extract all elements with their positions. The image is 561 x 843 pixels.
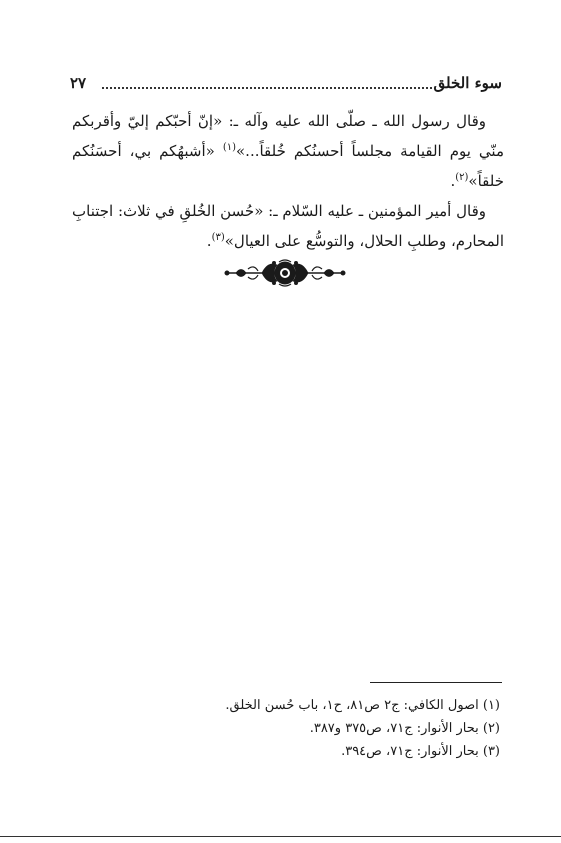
floral-divider-ornament-icon bbox=[222, 258, 348, 288]
footnote-separator bbox=[370, 682, 502, 683]
hadith-text: وقال أمير المؤمنين ـ عليه السّلام ـ: «حُسن الخُلقِ في ثلاث: اجتنابِ المحارم، وطلبِ الحلال، والتوسُّع على العيال» bbox=[72, 202, 504, 250]
paragraph-end: . bbox=[450, 172, 456, 190]
footnotes bbox=[72, 694, 500, 763]
hadith-text-continued: «أشبهُكم بي، أحسَنُكم خلقاً» bbox=[72, 142, 504, 190]
running-header bbox=[70, 74, 502, 96]
paragraph-imam-ali-hadith bbox=[72, 196, 504, 256]
footnote-ref-2: (٢) bbox=[455, 172, 469, 183]
hadith-text: وقال رسول الله ـ صلّى الله عليه وآله ـ: «إنّ أحبّكم إليّ وأقربكم منّي يوم القيامة مجلساً أحسنُكم خُلقاً...» bbox=[72, 112, 504, 160]
header-dotted-leader bbox=[102, 87, 432, 89]
paragraph-end: . bbox=[206, 232, 212, 250]
footnote-ref-1: (١) bbox=[222, 142, 236, 153]
paragraph-prophet-hadith bbox=[72, 106, 504, 196]
page-bottom-edge bbox=[0, 836, 561, 837]
page-number: ٢٧ bbox=[70, 74, 87, 92]
footnote-2: (٢) بحار الأنوار: ج٧١، ص٣٧٥ و٣٨٧. bbox=[309, 721, 500, 736]
main-text bbox=[72, 106, 504, 256]
running-title: سوء الخلق bbox=[433, 74, 502, 92]
footnote-ref-3: (٣) bbox=[211, 232, 225, 243]
footnote-3: (٣) بحار الأنوار: ج٧١، ص٣٩٤. bbox=[341, 744, 500, 759]
footnote-1: (١) اصول الكافي: ج٢ ص٨١، ح١، باب حُسن الخلق. bbox=[225, 698, 500, 713]
